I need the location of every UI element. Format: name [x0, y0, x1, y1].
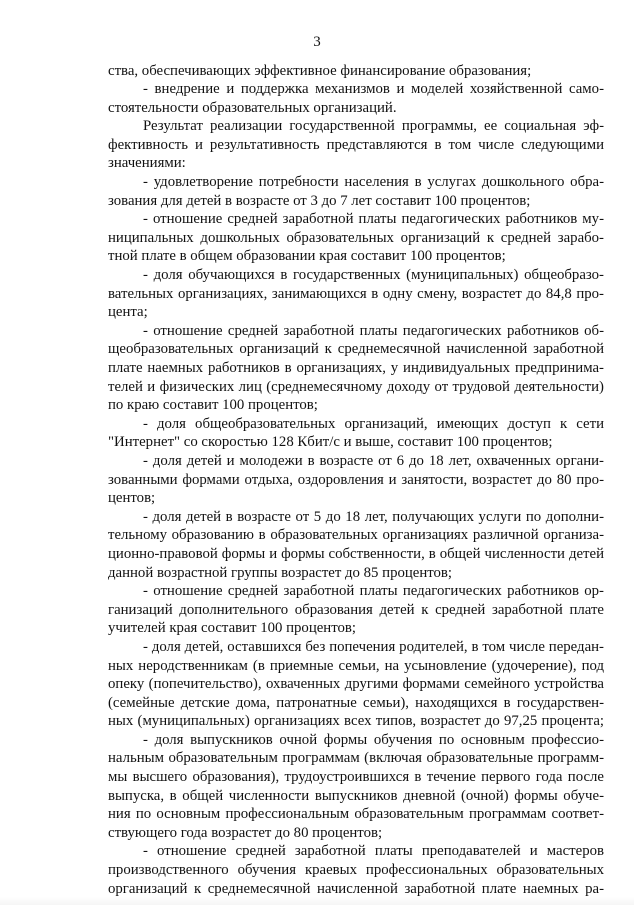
text-line: - доля детей в возрасте от 5 до 18 лет, получающих услуги по дополни- — [143, 508, 604, 525]
text-line: "Интернет" со скоростью 128 Кбит/с и выше, составит 100 процентов; — [108, 434, 553, 451]
text-line: данной возрастной группы возрастет до 85 процентов; — [108, 564, 453, 581]
text-line: телей и физических лиц (среднемесячному доходу от трудовой деятельности) — [108, 378, 604, 395]
text-line: - доля детей и молодежи в возрасте от 6 до 18 лет, охваченных органи- — [143, 452, 604, 469]
text-line: центов; — [108, 490, 156, 507]
text-line: значениями: — [108, 155, 186, 172]
text-line: - удовлетворение потребности населения в услугах дошкольного обра- — [143, 174, 604, 191]
text-line: - доля детей, оставшихся без попечения родителей, в том числе передан- — [143, 638, 604, 655]
text-line: ниципальных дошкольных образовательных организаций к средней зарабо- — [108, 229, 604, 246]
text-line: зования для детей в возрасте от 3 до 7 лет составит 100 процентов; — [108, 192, 531, 209]
text-line: Результат реализации государственной программы, ее социальная эф- — [143, 118, 604, 135]
text-line: опеку (попечительство), охваченных другими формами семейного устройства — [108, 676, 604, 693]
text-line: зованными формами отдыха, оздоровления и занятости, возрастет до 80 про- — [108, 471, 604, 488]
text-line: ганизаций дополнительного образования детей к средней заработной плате — [108, 601, 604, 618]
text-line: ства, обеспечивающих эффективное финансирование образования; — [108, 62, 532, 79]
text-line: вательных организациях, занимающихся в одну смену, возрастет до 84,8 про- — [108, 285, 604, 302]
text-line: тной плате в общем образовании края составит 100 процентов; — [108, 248, 506, 265]
text-line: фективность и результативность представляются в том числе следующими — [108, 136, 604, 153]
text-line: (семейные детские дома, патронатные семьи), находящихся в государствен- — [108, 694, 604, 711]
text-line: ния по основным профессиональным образовательным программам соответ- — [108, 806, 604, 823]
text-line: - внедрение и поддержка механизмов и моделей хозяйственной само- — [143, 81, 604, 98]
text-line: выпуска, в общей численности выпускников дневной (очной) формы обуче- — [108, 787, 604, 804]
text-line: производственного обучения краевых профессиональных образовательных — [108, 862, 604, 879]
text-line: организаций к среднемесячной начисленной заработной плате наемных ра- — [108, 880, 604, 897]
text-line: - доля выпускников очной формы обучения по основным профессио- — [143, 731, 604, 748]
page-number: 3 — [313, 34, 321, 50]
document-body — [108, 62, 604, 899]
text-line: ных неродственникам (в приемные семьи, на усыновление (удочерение), под — [108, 657, 604, 674]
text-line: нальным образовательным программам (включая образовательные программ- — [108, 750, 604, 767]
text-line: щеобразовательных организаций к среднемесячной начисленной заработной — [108, 341, 604, 358]
text-line: - отношение средней заработной платы преподавателей и мастеров — [143, 843, 604, 860]
text-line: ствующего года возрастет до 80 процентов; — [108, 824, 383, 841]
text-line: - доля общеобразовательных организаций, имеющих доступ к сети — [143, 415, 604, 432]
text-line: по краю составит 100 процентов; — [108, 397, 318, 414]
text-line: тельному образованию в образовательных организациях различной организа- — [108, 527, 604, 544]
text-line: стоятельности образовательных организаций. — [108, 99, 397, 116]
text-line: - отношение средней заработной платы педагогических работников ор- — [143, 583, 604, 600]
text-line: цента; — [108, 304, 148, 321]
text-line: - отношение средней заработной платы педагогических работников об- — [143, 322, 604, 339]
text-line: - отношение средней заработной платы педагогических работников му- — [143, 211, 604, 228]
text-line: учителей края составит 100 процентов; — [108, 620, 356, 637]
text-line: ных (муниципальных) организациях всех типов, возрастет до 97,25 процента; — [108, 713, 604, 730]
text-line: мы высшего образования), трудоустроившихся в течение первого года после — [108, 769, 604, 786]
text-line: плате наемных работников в организациях, у индивидуальных предпринима- — [108, 360, 604, 376]
scan-bottom-edge — [0, 897, 634, 905]
text-line: ционно-правовой формы и формы собственности, в общей численности детей — [108, 545, 604, 562]
text-line: - доля обучающихся в государственных (муниципальных) общеобразо- — [143, 267, 604, 284]
